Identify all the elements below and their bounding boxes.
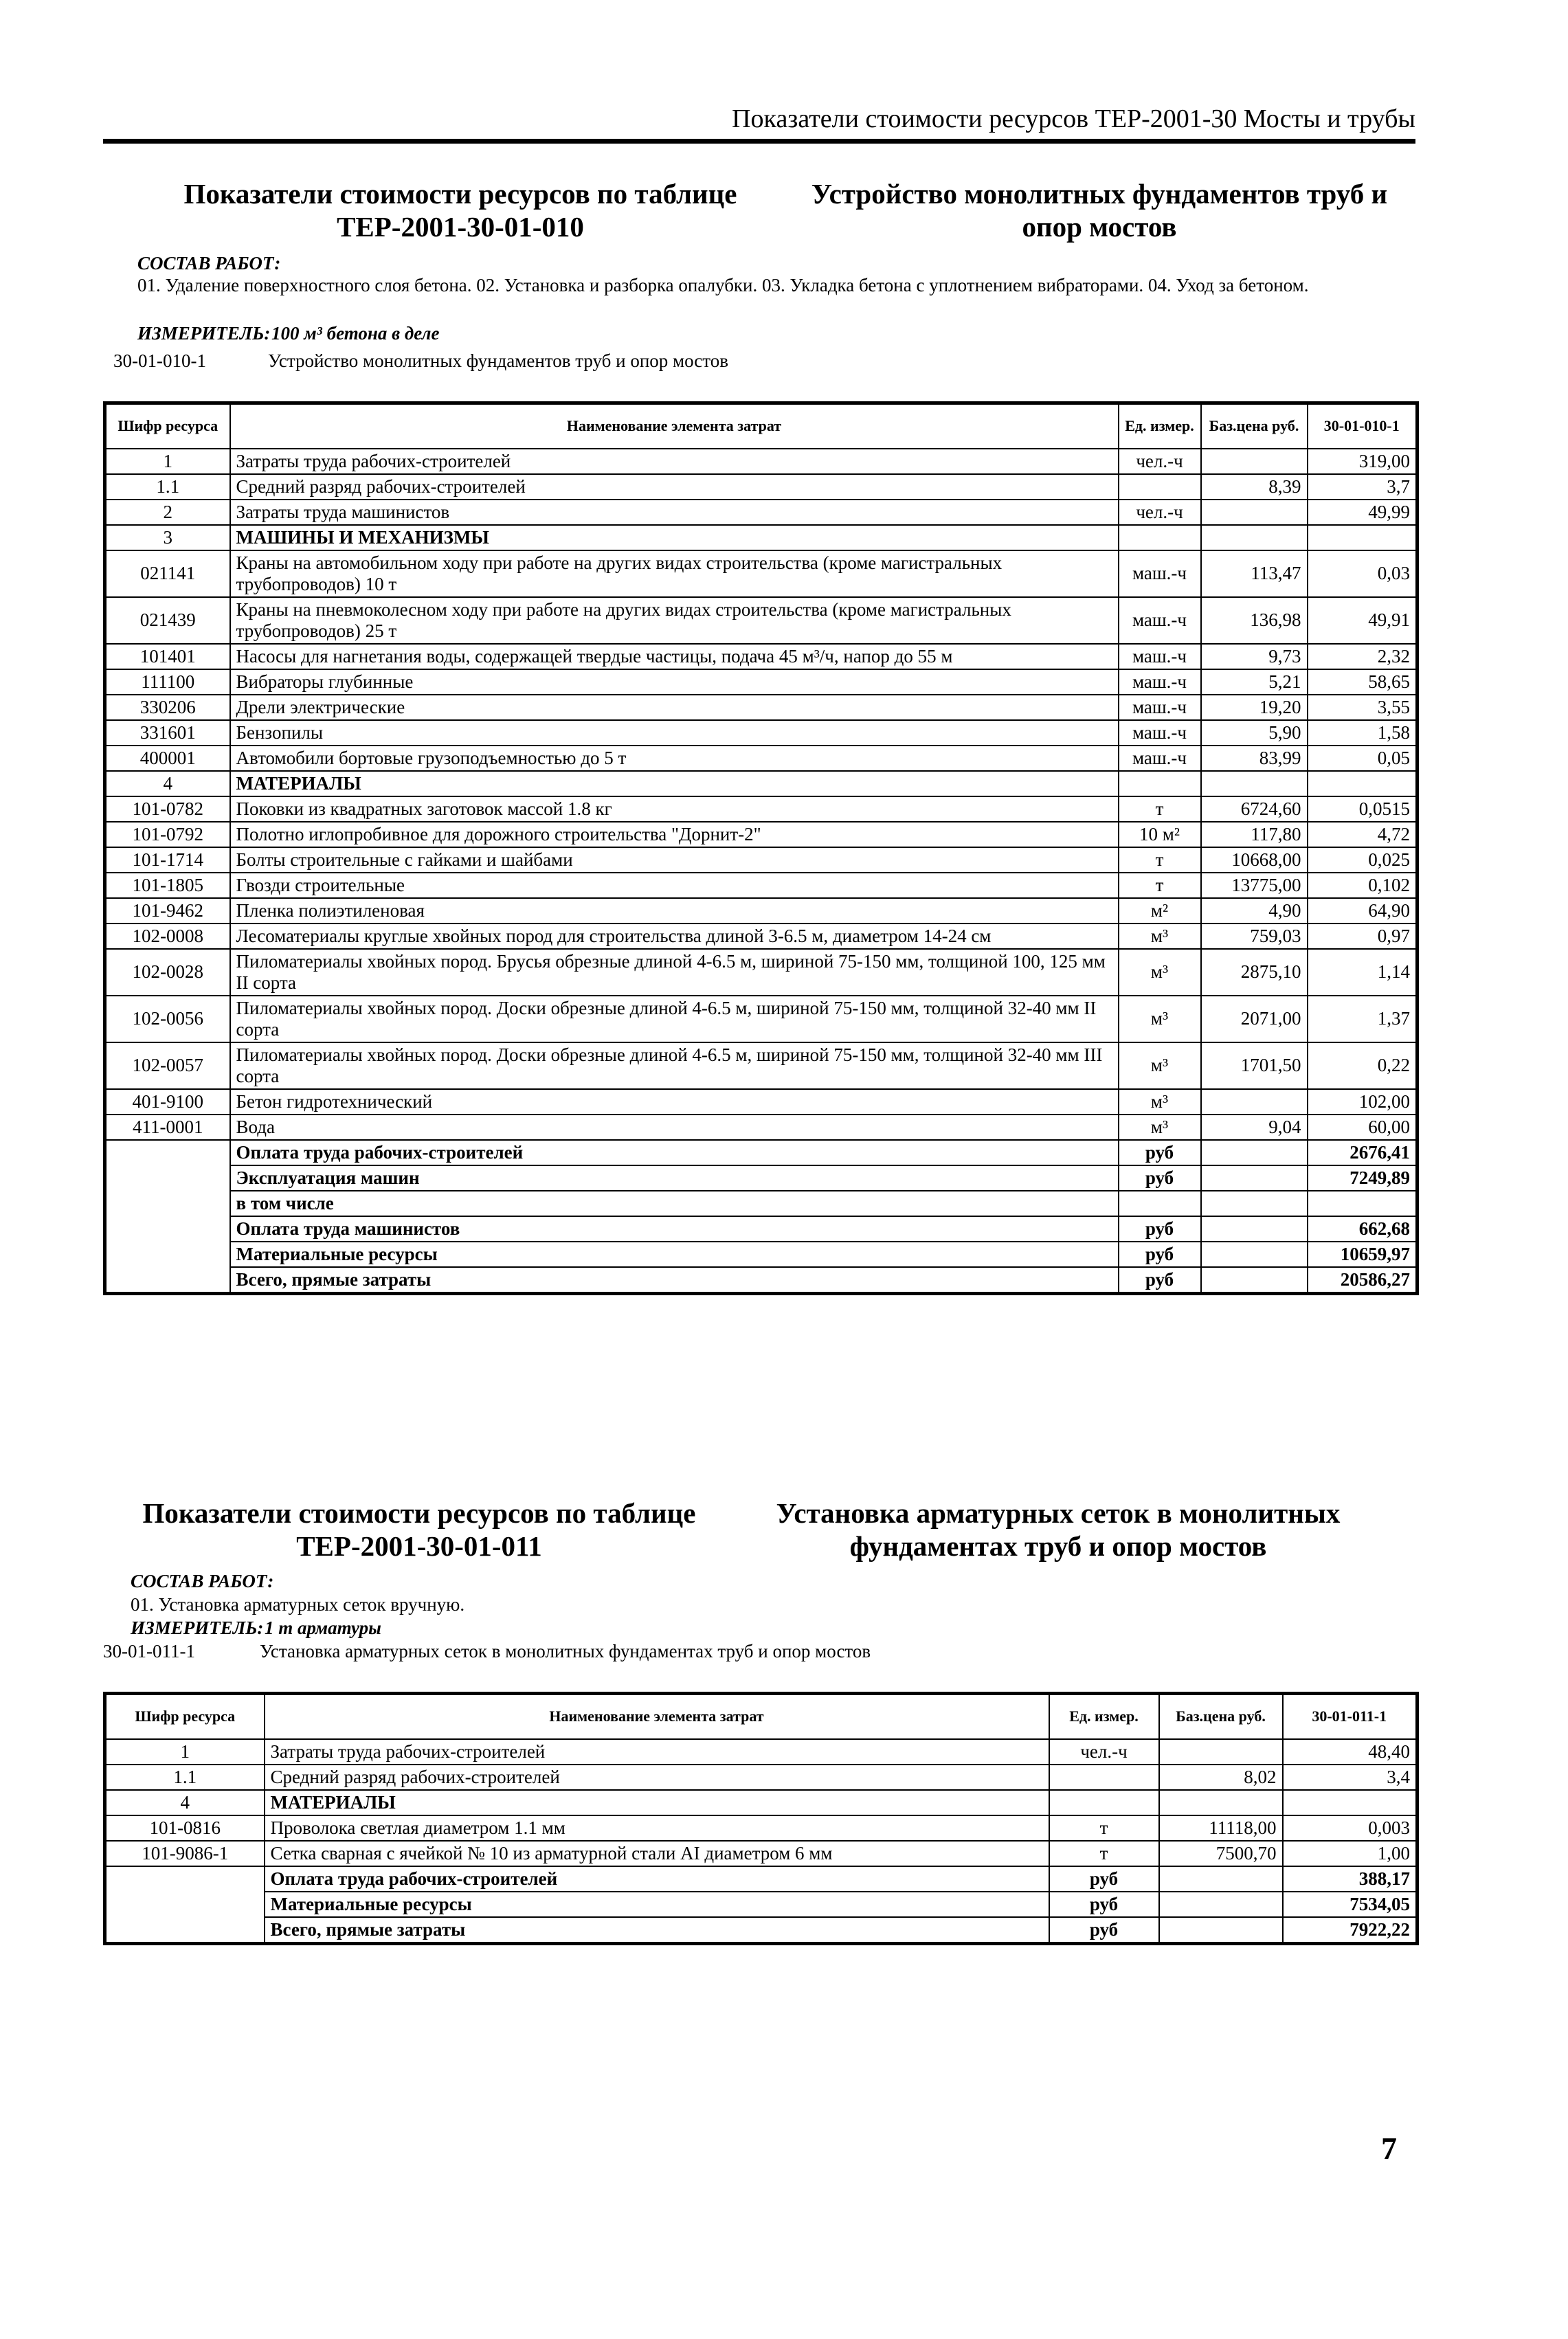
- base-price-cell: 136,98: [1201, 597, 1308, 644]
- summary-row: [105, 1267, 1418, 1294]
- resource-name-cell: Лесоматериалы круглые хвойных пород для строительства длиной 3-6.5 м, диаметром 14-24 см: [230, 924, 1119, 949]
- summary-label-cell: Оплата труда рабочих-строителей: [230, 1140, 1119, 1165]
- summary-empty-cell: [1159, 1866, 1283, 1892]
- table-row: [105, 771, 1418, 796]
- base-price-cell: 4,90: [1201, 898, 1308, 924]
- section-1-title-right: Устройство монолитных фундаментов труб и опор мостов: [811, 178, 1388, 243]
- section-1-title-left: Показатели стоимости ресурсов по таблице ТЕР-2001-30-01-010: [183, 178, 737, 243]
- summary-unit-cell: руб: [1119, 1267, 1201, 1294]
- resource-code-cell: 101-0792: [105, 822, 230, 847]
- unit-cell: чел.-ч: [1119, 449, 1201, 474]
- norm-value-cell: 0,102: [1308, 873, 1418, 898]
- section-1-rate-name: Устройство монолитных фундаментов труб и опор мостов: [268, 350, 728, 371]
- col-header-name: Наименование элемента затрат: [265, 1694, 1049, 1739]
- norm-value-cell: 0,003: [1283, 1815, 1418, 1841]
- section-2-cost-table: [103, 1692, 1419, 1945]
- resource-name-cell: Пиломатериалы хвойных пород. Доски обрезные длиной 4-6.5 м, шириной 75-150 мм, толщиной 32-40 мм III сорта: [230, 1042, 1119, 1089]
- resource-name-cell: МАТЕРИАЛЫ: [230, 771, 1119, 796]
- base-price-cell: 9,73: [1201, 644, 1308, 669]
- resource-name-cell: Сетка сварная с ячейкой № 10 из арматурной стали AI диаметром 6 мм: [265, 1841, 1049, 1866]
- resource-code-cell: 021141: [105, 550, 230, 597]
- summary-spacer-cell: [105, 1140, 230, 1165]
- summary-unit-cell: руб: [1119, 1216, 1201, 1242]
- norm-value-cell: 319,00: [1308, 449, 1418, 474]
- norm-value-cell: 4,72: [1308, 822, 1418, 847]
- summary-spacer-cell: [105, 1216, 230, 1242]
- norm-value-cell: 0,05: [1308, 746, 1418, 771]
- base-price-cell: [1201, 500, 1308, 525]
- summary-empty-cell: [1201, 1267, 1308, 1294]
- unit-cell: т: [1049, 1841, 1159, 1866]
- resource-name-cell: Затраты труда рабочих-строителей: [265, 1739, 1049, 1765]
- resource-name-cell: Болты строительные с гайками и шайбами: [230, 847, 1119, 873]
- unit-cell: чел.-ч: [1049, 1739, 1159, 1765]
- summary-row: [105, 1191, 1418, 1216]
- table-row: [105, 949, 1418, 996]
- base-price-cell: 117,80: [1201, 822, 1308, 847]
- base-price-cell: 9,04: [1201, 1115, 1308, 1140]
- summary-total-cell: 388,17: [1283, 1866, 1418, 1892]
- col-header-name: Наименование элемента затрат: [230, 403, 1119, 449]
- summary-total-cell: 7249,89: [1308, 1165, 1418, 1191]
- unit-cell: м³: [1119, 949, 1201, 996]
- section-1-meter-text: 100 м³ бетона в деле: [271, 323, 440, 344]
- summary-label-cell: Материальные ресурсы: [265, 1892, 1049, 1917]
- col-header-unit: Ед. измер.: [1049, 1694, 1159, 1739]
- norm-value-cell: 2,32: [1308, 644, 1418, 669]
- summary-empty-cell: [1201, 1242, 1308, 1267]
- norm-value-cell: 0,03: [1308, 550, 1418, 597]
- base-price-cell: 6724,60: [1201, 796, 1308, 822]
- resource-code-cell: 101401: [105, 644, 230, 669]
- unit-cell: маш.-ч: [1119, 644, 1201, 669]
- summary-row: [105, 1216, 1418, 1242]
- summary-empty-cell: [1201, 1191, 1308, 1216]
- norm-value-cell: 0,0515: [1308, 796, 1418, 822]
- norm-value-cell: 60,00: [1308, 1115, 1418, 1140]
- summary-unit-cell: [1119, 1191, 1201, 1216]
- norm-value-cell: [1308, 525, 1418, 550]
- table-row: [105, 720, 1418, 746]
- summary-row: [105, 1866, 1418, 1892]
- resource-code-cell: 101-9086-1: [105, 1841, 265, 1866]
- norm-value-cell: 64,90: [1308, 898, 1418, 924]
- summary-empty-cell: [1159, 1892, 1283, 1917]
- unit-cell: м³: [1119, 1115, 1201, 1140]
- summary-label-cell: Эксплуатация машин: [230, 1165, 1119, 1191]
- table-row: [105, 550, 1418, 597]
- summary-spacer-cell: [105, 1242, 230, 1267]
- table-row: [105, 847, 1418, 873]
- col-header-price: Баз.цена руб.: [1201, 403, 1308, 449]
- norm-value-cell: 3,55: [1308, 695, 1418, 720]
- unit-cell: [1049, 1790, 1159, 1815]
- resource-name-cell: Вода: [230, 1115, 1119, 1140]
- resource-code-cell: 101-1714: [105, 847, 230, 873]
- norm-value-cell: 49,99: [1308, 500, 1418, 525]
- table-row: [105, 1115, 1418, 1140]
- summary-spacer-cell: [105, 1892, 265, 1917]
- table-row: [105, 500, 1418, 525]
- unit-cell: маш.-ч: [1119, 550, 1201, 597]
- table-row: [105, 924, 1418, 949]
- resource-name-cell: МАШИНЫ И МЕХАНИЗМЫ: [230, 525, 1119, 550]
- resource-name-cell: Бетон гидротехнический: [230, 1089, 1119, 1115]
- summary-empty-cell: [1201, 1216, 1308, 1242]
- col-header-norm: 30-01-011-1: [1283, 1694, 1418, 1739]
- base-price-cell: 113,47: [1201, 550, 1308, 597]
- page-number: 7: [1381, 2131, 1397, 2166]
- unit-cell: м³: [1119, 924, 1201, 949]
- norm-value-cell: 0,22: [1308, 1042, 1418, 1089]
- resource-code-cell: 411-0001: [105, 1115, 230, 1140]
- summary-empty-cell: [1159, 1917, 1283, 1944]
- resource-name-cell: МАТЕРИАЛЫ: [265, 1790, 1049, 1815]
- summary-label-cell: Всего, прямые затраты: [230, 1267, 1119, 1294]
- resource-code-cell: 1.1: [105, 474, 230, 500]
- unit-cell: маш.-ч: [1119, 669, 1201, 695]
- section-2-rate-code: 30-01-011-1: [103, 1641, 195, 1661]
- norm-value-cell: 3,7: [1308, 474, 1418, 500]
- table-row: [105, 1089, 1418, 1115]
- resource-code-cell: 400001: [105, 746, 230, 771]
- base-price-cell: 8,02: [1159, 1765, 1283, 1790]
- summary-spacer-cell: [105, 1866, 265, 1892]
- unit-cell: маш.-ч: [1119, 720, 1201, 746]
- summary-row: [105, 1140, 1418, 1165]
- base-price-cell: [1159, 1739, 1283, 1765]
- section-1-cost-table: [103, 401, 1419, 1295]
- table-row: [105, 796, 1418, 822]
- resource-name-cell: Вибраторы глубинные: [230, 669, 1119, 695]
- table-row: [105, 996, 1418, 1042]
- resource-code-cell: 4: [105, 1790, 265, 1815]
- resource-name-cell: Краны на пневмоколесном ходу при работе на других видах строительства (кроме магистральных трубопроводов) 25 т: [230, 597, 1119, 644]
- summary-label-cell: Оплата труда рабочих-строителей: [265, 1866, 1049, 1892]
- resource-name-cell: Пиломатериалы хвойных пород. Брусья обрезные длиной 4-6.5 м, шириной 75-150 мм, толщиной 100, 125 мм II сорта: [230, 949, 1119, 996]
- unit-cell: маш.-ч: [1119, 695, 1201, 720]
- unit-cell: т: [1049, 1815, 1159, 1841]
- col-header-code: Шифр ресурса: [105, 1694, 265, 1739]
- section-2-rate-name: Установка арматурных сеток в монолитных фундаментах труб и опор мостов: [260, 1641, 871, 1661]
- summary-spacer-cell: [105, 1165, 230, 1191]
- summary-label-cell: Всего, прямые затраты: [265, 1917, 1049, 1944]
- table-row: [105, 1765, 1418, 1790]
- col-header-norm: 30-01-010-1: [1308, 403, 1418, 449]
- norm-value-cell: 1,14: [1308, 949, 1418, 996]
- unit-cell: м³: [1119, 996, 1201, 1042]
- base-price-cell: [1201, 525, 1308, 550]
- section-1-rate-code: 30-01-010-1: [113, 350, 206, 371]
- base-price-cell: 11118,00: [1159, 1815, 1283, 1841]
- summary-total-cell: 7534,05: [1283, 1892, 1418, 1917]
- base-price-cell: 83,99: [1201, 746, 1308, 771]
- resource-code-cell: 1: [105, 449, 230, 474]
- summary-row: [105, 1892, 1418, 1917]
- summary-unit-cell: руб: [1049, 1892, 1159, 1917]
- unit-cell: 10 м²: [1119, 822, 1201, 847]
- summary-unit-cell: руб: [1119, 1242, 1201, 1267]
- table-row: [105, 822, 1418, 847]
- resource-name-cell: Пленка полиэтиленовая: [230, 898, 1119, 924]
- table-row: [105, 695, 1418, 720]
- summary-total-cell: 7922,22: [1283, 1917, 1418, 1944]
- norm-value-cell: 48,40: [1283, 1739, 1418, 1765]
- resource-code-cell: 101-1805: [105, 873, 230, 898]
- table-row: [105, 746, 1418, 771]
- resource-name-cell: Полотно иглопробивное для дорожного строительства "Дорнит-2": [230, 822, 1119, 847]
- table-row: [105, 1042, 1418, 1089]
- base-price-cell: [1201, 771, 1308, 796]
- resource-code-cell: 331601: [105, 720, 230, 746]
- table-row: [105, 1739, 1418, 1765]
- summary-label-cell: Материальные ресурсы: [230, 1242, 1119, 1267]
- summary-empty-cell: [1201, 1140, 1308, 1165]
- base-price-cell: 19,20: [1201, 695, 1308, 720]
- norm-value-cell: [1308, 771, 1418, 796]
- base-price-cell: [1159, 1790, 1283, 1815]
- norm-value-cell: 3,4: [1283, 1765, 1418, 1790]
- unit-cell: т: [1119, 796, 1201, 822]
- norm-value-cell: 49,91: [1308, 597, 1418, 644]
- base-price-cell: 2875,10: [1201, 949, 1308, 996]
- resource-name-cell: Затраты труда рабочих-строителей: [230, 449, 1119, 474]
- summary-label-cell: Оплата труда машинистов: [230, 1216, 1119, 1242]
- base-price-cell: 759,03: [1201, 924, 1308, 949]
- section-2-title-right: Установка арматурных сеток в монолитных фундаментах труб и опор мостов: [776, 1497, 1341, 1562]
- resource-code-cell: 102-0057: [105, 1042, 230, 1089]
- base-price-cell: 7500,70: [1159, 1841, 1283, 1866]
- base-price-cell: 2071,00: [1201, 996, 1308, 1042]
- table-row: [105, 898, 1418, 924]
- resource-code-cell: 4: [105, 771, 230, 796]
- unit-cell: т: [1119, 873, 1201, 898]
- resource-name-cell: Проволока светлая диаметром 1.1 мм: [265, 1815, 1049, 1841]
- table-row: [105, 644, 1418, 669]
- resource-name-cell: Поковки из квадратных заготовок массой 1.8 кг: [230, 796, 1119, 822]
- resource-code-cell: 401-9100: [105, 1089, 230, 1115]
- section-1-works-text: 01. Удаление поверхностного слоя бетона. 02. Установка и разборка опалубки. 03. Укладка бетона с уплотнением вибраторами. 04. Уход за бетоном.: [137, 275, 1309, 295]
- norm-value-cell: 1,58: [1308, 720, 1418, 746]
- norm-value-cell: [1283, 1790, 1418, 1815]
- table-row: [105, 525, 1418, 550]
- table-row: [105, 449, 1418, 474]
- table-row: [105, 669, 1418, 695]
- table-row: [105, 1841, 1418, 1866]
- summary-row: [105, 1917, 1418, 1944]
- resource-code-cell: 1: [105, 1739, 265, 1765]
- unit-cell: [1049, 1765, 1159, 1790]
- resource-code-cell: 102-0028: [105, 949, 230, 996]
- summary-total-cell: [1308, 1191, 1418, 1216]
- resource-code-cell: 101-9462: [105, 898, 230, 924]
- resource-code-cell: 102-0056: [105, 996, 230, 1042]
- resource-code-cell: 021439: [105, 597, 230, 644]
- norm-value-cell: 102,00: [1308, 1089, 1418, 1115]
- summary-row: [105, 1242, 1418, 1267]
- resource-name-cell: Автомобили бортовые грузоподъемностью до 5 т: [230, 746, 1119, 771]
- summary-total-cell: 20586,27: [1308, 1267, 1418, 1294]
- unit-cell: [1119, 771, 1201, 796]
- section-2-works-label: СОСТАВ РАБОТ:: [131, 1571, 274, 1591]
- norm-value-cell: 1,37: [1308, 996, 1418, 1042]
- unit-cell: маш.-ч: [1119, 746, 1201, 771]
- summary-unit-cell: руб: [1119, 1140, 1201, 1165]
- unit-cell: м²: [1119, 898, 1201, 924]
- unit-cell: маш.-ч: [1119, 597, 1201, 644]
- section-2-works-text: 01. Установка арматурных сеток вручную.: [131, 1594, 465, 1615]
- resource-code-cell: 111100: [105, 669, 230, 695]
- resource-name-cell: Затраты труда машинистов: [230, 500, 1119, 525]
- resource-code-cell: 2: [105, 500, 230, 525]
- resource-name-cell: Дрели электрические: [230, 695, 1119, 720]
- table-row: [105, 1815, 1418, 1841]
- norm-value-cell: 0,025: [1308, 847, 1418, 873]
- base-price-cell: 5,21: [1201, 669, 1308, 695]
- resource-name-cell: Насосы для нагнетания воды, содержащей твердые частицы, подача 45 м³/ч, напор до 55 м: [230, 644, 1119, 669]
- resource-name-cell: Средний разряд рабочих-строителей: [230, 474, 1119, 500]
- base-price-cell: 1701,50: [1201, 1042, 1308, 1089]
- section-2-meter-label: ИЗМЕРИТЕЛЬ:: [131, 1618, 264, 1638]
- summary-unit-cell: руб: [1119, 1165, 1201, 1191]
- norm-value-cell: 58,65: [1308, 669, 1418, 695]
- resource-code-cell: 330206: [105, 695, 230, 720]
- table-row: [105, 597, 1418, 644]
- norm-value-cell: 0,97: [1308, 924, 1418, 949]
- col-header-unit: Ед. измер.: [1119, 403, 1201, 449]
- resource-name-cell: Гвозди строительные: [230, 873, 1119, 898]
- unit-cell: т: [1119, 847, 1201, 873]
- section-1-works-label: СОСТАВ РАБОТ:: [137, 253, 281, 273]
- col-header-code: Шифр ресурса: [105, 403, 230, 449]
- summary-label-cell: в том числе: [230, 1191, 1119, 1216]
- resource-name-cell: Пиломатериалы хвойных пород. Доски обрезные длиной 4-6.5 м, шириной 75-150 мм, толщиной 32-40 мм II сорта: [230, 996, 1119, 1042]
- resource-code-cell: 3: [105, 525, 230, 550]
- resource-code-cell: 101-0816: [105, 1815, 265, 1841]
- summary-empty-cell: [1201, 1165, 1308, 1191]
- summary-spacer-cell: [105, 1191, 230, 1216]
- norm-value-cell: 1,00: [1283, 1841, 1418, 1866]
- summary-row: [105, 1165, 1418, 1191]
- summary-unit-cell: руб: [1049, 1917, 1159, 1944]
- section-2-meter-text: 1 т арматуры: [265, 1618, 381, 1638]
- unit-cell: чел.-ч: [1119, 500, 1201, 525]
- unit-cell: м³: [1119, 1089, 1201, 1115]
- summary-unit-cell: руб: [1049, 1866, 1159, 1892]
- table-row: [105, 1790, 1418, 1815]
- running-header: Показатели стоимости ресурсов ТЕР-2001-30 Мосты и трубы: [103, 103, 1415, 144]
- base-price-cell: 5,90: [1201, 720, 1308, 746]
- table-row: [105, 873, 1418, 898]
- base-price-cell: [1201, 1089, 1308, 1115]
- col-header-price: Баз.цена руб.: [1159, 1694, 1283, 1739]
- unit-cell: м³: [1119, 1042, 1201, 1089]
- resource-code-cell: 101-0782: [105, 796, 230, 822]
- base-price-cell: 8,39: [1201, 474, 1308, 500]
- base-price-cell: 13775,00: [1201, 873, 1308, 898]
- resource-name-cell: Краны на автомобильном ходу при работе на других видах строительства (кроме магистральных трубопроводов) 10 т: [230, 550, 1119, 597]
- section-2-title-left: Показатели стоимости ресурсов по таблице ТЕР-2001-30-01-011: [142, 1497, 696, 1562]
- unit-cell: [1119, 474, 1201, 500]
- summary-total-cell: 2676,41: [1308, 1140, 1418, 1165]
- summary-total-cell: 662,68: [1308, 1216, 1418, 1242]
- table-row: [105, 474, 1418, 500]
- summary-total-cell: 10659,97: [1308, 1242, 1418, 1267]
- resource-name-cell: Бензопилы: [230, 720, 1119, 746]
- summary-spacer-cell: [105, 1917, 265, 1944]
- summary-spacer-cell: [105, 1267, 230, 1294]
- unit-cell: [1119, 525, 1201, 550]
- section-1-meter-label: ИЗМЕРИТЕЛЬ:: [137, 323, 271, 344]
- resource-code-cell: 1.1: [105, 1765, 265, 1790]
- resource-code-cell: 102-0008: [105, 924, 230, 949]
- base-price-cell: 10668,00: [1201, 847, 1308, 873]
- base-price-cell: [1201, 449, 1308, 474]
- resource-name-cell: Средний разряд рабочих-строителей: [265, 1765, 1049, 1790]
